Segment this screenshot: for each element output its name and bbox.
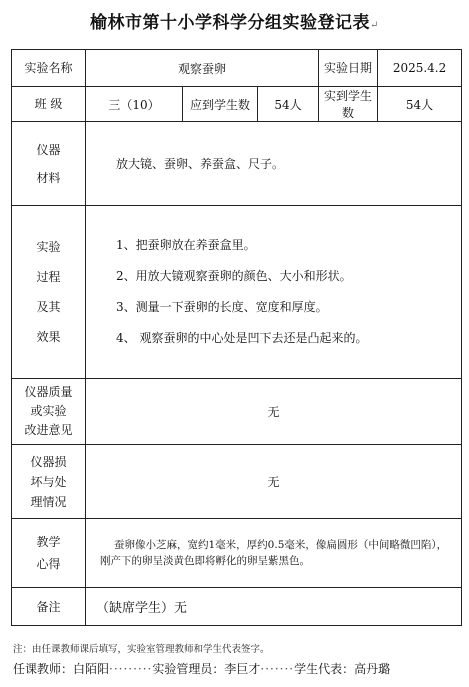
process-step: 3、测量一下蚕卵的长度、宽度和厚度。 — [116, 300, 328, 314]
experiment-name-value: 观察蚕卵 — [86, 50, 319, 87]
damage-value: 无 — [86, 445, 462, 519]
class-value: 三（10） — [86, 87, 183, 122]
instruments-value: 放大镜、蚕卵、养蚕盒、尺子。 — [86, 122, 462, 206]
row-remarks — [12, 588, 462, 626]
lab-manager-name: 李巨才 — [224, 662, 261, 676]
registration-form — [11, 49, 462, 626]
row-class-students — [12, 87, 462, 122]
row-instruments — [12, 122, 462, 206]
quality-value: 无 — [86, 379, 462, 445]
gains-value: 蚕卵像小芝麻，宽约1毫米，厚约0.5毫米，像扁圆形（中间略微凹陷），刚产下的卵呈淡黄色即将孵化的卵呈紫黑色。 — [86, 519, 462, 588]
student-rep-label: 学生代表： — [294, 662, 355, 676]
process-step: 1、把蚕卵放在养蚕盒里。 — [116, 238, 256, 252]
instruments-label: 仪器 材料 — [12, 122, 86, 206]
experiment-date-label: 实验日期 — [319, 50, 378, 87]
quality-label: 仪器质量 或实验 改进意见 — [12, 379, 86, 445]
row-quality — [12, 379, 462, 445]
actual-students-value: 54人 — [378, 87, 462, 122]
teacher-name: 白陌阳 — [73, 662, 110, 676]
remarks-label: 备注 — [12, 588, 86, 626]
row-damage — [12, 445, 462, 519]
process-step: 2、用放大镜观察蚕卵的颜色、大小和形状。 — [116, 269, 352, 283]
gains-label: 教学 心得 — [12, 519, 86, 588]
page-title — [0, 8, 469, 33]
title-text: 榆林市第十小学科学分组实验登记表 — [90, 13, 371, 33]
lab-manager-label: 实验管理员： — [152, 662, 225, 676]
process-label: 实验 过程 及其 效果 — [12, 206, 86, 379]
signature-line: 任课教师：白陌阳·········实验管理员：李巨才·······学生代表：高丹璐 — [13, 662, 391, 676]
footer-note: 注：由任课教师课后填写，实验室管理教师和学生代表签字。 — [13, 644, 270, 655]
row-gains — [12, 519, 462, 588]
expected-students-label: 应到学生数 — [183, 87, 258, 122]
experiment-date-value: 2025.4.2 — [378, 50, 462, 87]
damage-label: 仪器损 坏与处 理情况 — [12, 445, 86, 519]
process-steps — [86, 206, 462, 379]
remarks-value: （缺席学生）无 — [86, 588, 462, 626]
row-process — [12, 206, 462, 379]
student-rep-name: 高丹璐 — [354, 662, 391, 676]
actual-students-label: 实到学生数 — [319, 87, 378, 122]
experiment-name-label: 实验名称 — [12, 50, 86, 87]
expected-students-value: 54人 — [258, 87, 319, 122]
class-label: 班 级 — [12, 87, 86, 122]
row-name-date — [12, 50, 462, 87]
paragraph-mark-icon: ↵ — [370, 20, 379, 31]
teacher-label: 任课教师： — [13, 662, 74, 676]
process-step: 4、 观察蚕卵的中心处是凹下去还是凸起来的。 — [116, 331, 368, 345]
